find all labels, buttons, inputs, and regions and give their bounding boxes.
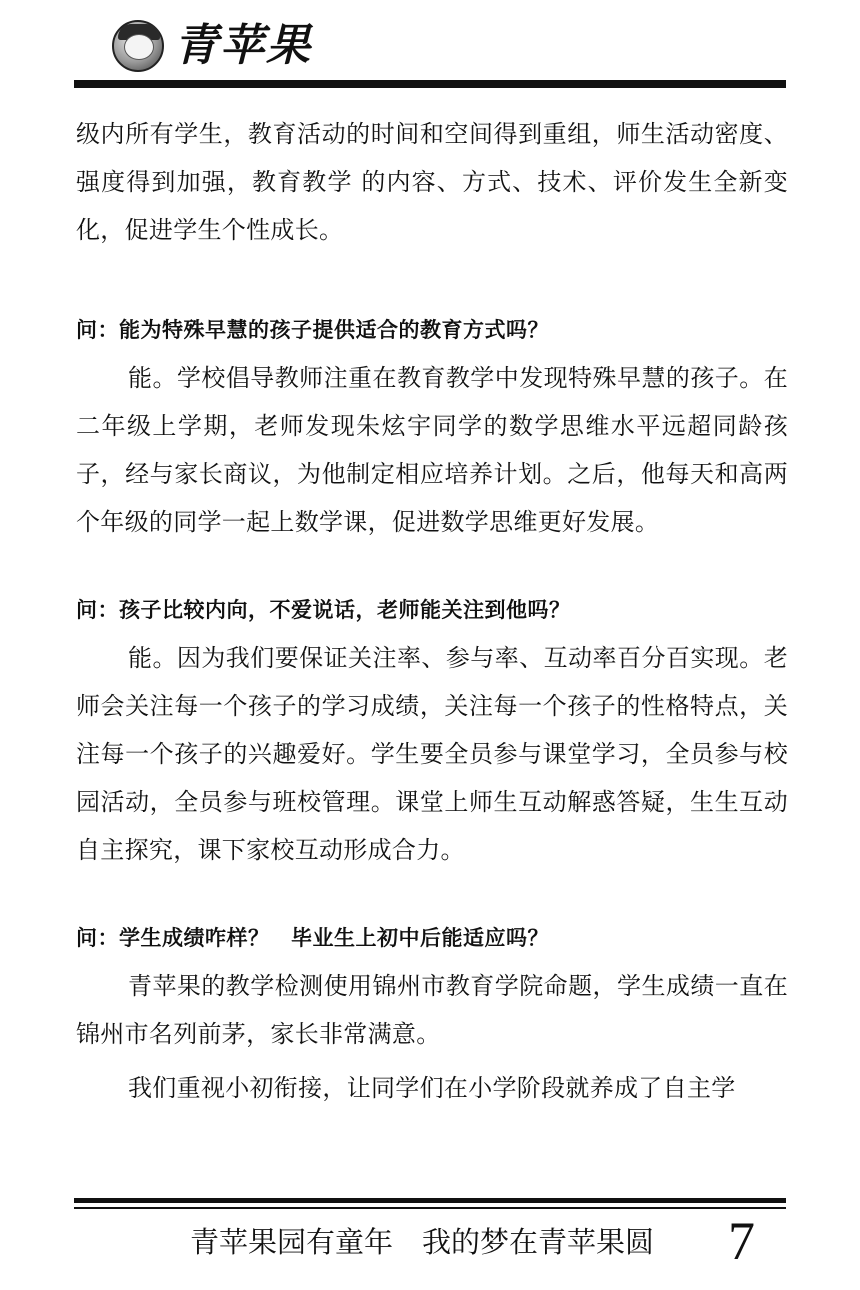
mascot-face-shape [124,34,154,60]
intro-paragraph: 级内所有学生，教育活动的时间和空间得到重组，师生活动密度、强度得到加强，教育教学 的内容、方式、技术、评价发生全新变化，促进学生个性成长。 [76,120,788,244]
question-heading: 问：学生成绩咋样？ 毕业生上初中后能适应吗？ [76,926,549,950]
footer-divider-thick [74,1198,786,1203]
question-heading: 问：孩子比较内向，不爱说话，老师能关注到他吗？ [76,598,571,622]
page-header [0,0,860,92]
question-heading: 问：能为特殊早慧的孩子提供适合的教育方式吗？ [76,318,549,342]
page-number: 7 [728,1211,755,1271]
footer-divider-thin [74,1207,786,1209]
answer-paragraph: 我们重视小初衔接，让同学们在小学阶段就养成了自主学 [128,1074,736,1102]
logo-mascot-icon [112,20,164,72]
article-body [76,110,788,1112]
answer-paragraph: 能。学校倡导教师注重在教育教学中发现特殊早慧的孩子。在二年级上学期，老师发现朱炫宇同学的数学思维水平远超同龄孩子，经与家长商议，为他制定相应培养计划。之后，他每天和高两个年级的同学一起上数学课，促进数学思维更好发展。 [76,364,788,536]
answer-paragraph: 能。因为我们要保证关注率、参与率、互动率百分百实现。老师会关注每一个孩子的学习成绩，关注每一个孩子的性格特点，关注每一个孩子的兴趣爱好。学生要全员参与课堂学习，全员参与校园活动，全员参与班校管理。课堂上师生互动解惑答疑，生生互动自主探究，课下家校互动形成合力。 [76,644,788,864]
footer-slogan: 青苹果园有童年 我的梦在青苹果圆 [190,1225,655,1259]
answer-paragraph: 青苹果的教学检测使用锦州市教育学院命题，学生成绩一直在锦州市名列前茅，家长非常满意。 [76,972,788,1048]
logo-text: 青苹果 [174,20,312,71]
header-divider [74,80,786,88]
